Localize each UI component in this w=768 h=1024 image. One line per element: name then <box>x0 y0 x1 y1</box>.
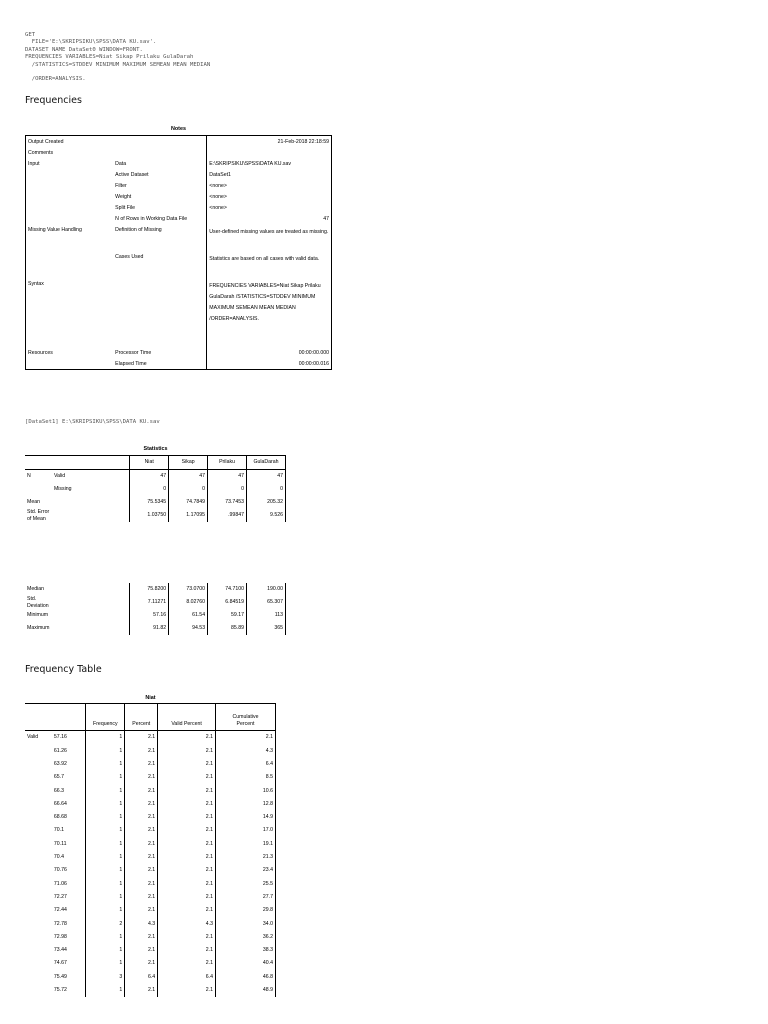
notes-cell: Resources <box>28 350 53 356</box>
freq-cell: 4.3 <box>216 744 276 757</box>
freq-cell: 66.64 <box>53 800 67 807</box>
freq-cell: 2.1 <box>216 731 276 745</box>
notes-cell <box>26 202 114 213</box>
freq-cell: 2.1 <box>125 930 158 943</box>
freq-cell: 72.98 <box>53 933 67 940</box>
notes-row <box>26 278 332 347</box>
notes-cell: 21-Feb-2018 22:18:59 <box>207 136 332 148</box>
notes-row <box>26 180 332 191</box>
notes-cell: Definition of Missing <box>115 227 162 233</box>
freq-cell: 14.9 <box>216 811 276 824</box>
freq-cell: 2.1 <box>125 984 158 997</box>
freq-cell: 2.1 <box>125 957 158 970</box>
stats-cell: 47 <box>130 470 169 484</box>
freq-group-label <box>25 784 52 797</box>
stats-cell: Std. Error of Mean <box>27 509 50 522</box>
stats-cell: 47 <box>246 470 285 484</box>
notes-cell: <none> <box>207 202 332 213</box>
stats-row <box>25 496 286 509</box>
freq-cell: 29.8 <box>216 904 276 917</box>
syntax-line: /STATISTICS=STDDEV MINIMUM MAXIMUM SEMEAN MEAN MEDIAN <box>25 61 211 68</box>
stats-cell: 73.0700 <box>169 583 208 596</box>
freq-cell: 6.4 <box>216 758 276 771</box>
stats-cell: Std. Deviation <box>27 596 49 609</box>
freq-row <box>25 917 276 930</box>
stats-cell: 9.526 <box>246 509 285 522</box>
freq-group-label <box>25 837 52 850</box>
stats-row <box>25 509 286 522</box>
freq-cell: 2.1 <box>158 758 216 771</box>
freq-row <box>25 957 276 970</box>
notes-cell: 00:00:00.000 <box>207 347 332 358</box>
freq-group-label <box>25 944 52 957</box>
freq-cell: 66.3 <box>53 787 65 794</box>
stats-cell: 8.02760 <box>169 596 208 609</box>
freq-cell: 17.0 <box>216 824 276 837</box>
freq-cell: 48.9 <box>216 984 276 997</box>
stats-cell: 59.17 <box>208 609 247 622</box>
freq-row <box>25 970 276 983</box>
notes-cell: FREQUENCIES VARIABLES=Niat Sikap Prilaku GulaDarah /STATISTICS=STDDEV MINIMUM MAXIMUM SEMEAN MEAN MEDIAN /ORDER=ANALYSIS. <box>207 278 332 347</box>
notes-cell: Weight <box>115 194 132 200</box>
freq-cell: 2.1 <box>158 744 216 757</box>
freq-group-label <box>25 970 52 983</box>
stats-cell: 65.307 <box>247 596 286 609</box>
stats-cell: Mean <box>27 499 40 506</box>
freq-cell: 34.0 <box>216 917 276 930</box>
statistics-table <box>25 455 286 522</box>
stats-row <box>25 609 286 622</box>
stats-cell: 0 <box>208 483 247 496</box>
stats-row <box>25 622 286 635</box>
stats-cell: .99847 <box>208 509 247 522</box>
notes-cell: Cases Used <box>115 254 144 260</box>
niat-frequency-table <box>25 703 276 997</box>
notes-cell: Syntax <box>28 281 44 287</box>
freq-cell: 61.26 <box>53 747 67 754</box>
freq-cell: 1 <box>86 944 125 957</box>
stats-cell: 47 <box>169 470 208 484</box>
freq-cell: 1 <box>86 758 125 771</box>
freq-row <box>25 811 276 824</box>
freq-cell: 2.1 <box>125 851 158 864</box>
notes-cell <box>26 169 114 180</box>
freq-col-header: Cumulative Percent <box>216 704 276 731</box>
freq-cell: 2.1 <box>158 837 216 850</box>
freq-cell: 68.68 <box>53 814 67 821</box>
notes-row <box>26 147 332 158</box>
freq-cell: 6.4 <box>158 970 216 983</box>
freq-cell: 72.44 <box>53 907 67 914</box>
freq-cell: 2.1 <box>158 957 216 970</box>
notes-cell: 47 <box>207 213 332 224</box>
stats-cell: 205.32 <box>246 496 285 509</box>
freq-cell: 1 <box>86 851 125 864</box>
notes-cell: <none> <box>207 180 332 191</box>
freq-cell: 1 <box>86 731 125 745</box>
stats-cell <box>52 583 130 596</box>
freq-cell: 65.7 <box>53 774 65 781</box>
freq-cell: 36.2 <box>216 930 276 943</box>
freq-cell: 2.1 <box>125 824 158 837</box>
freq-group-label <box>25 824 52 837</box>
stats-cell: 47 <box>208 470 247 484</box>
freq-group-label <box>25 811 52 824</box>
freq-group-label <box>25 758 52 771</box>
stats-cell: 7.11271 <box>130 596 169 609</box>
freq-cell: 1 <box>86 984 125 997</box>
notes-row <box>26 191 332 202</box>
stats-cell: Median <box>27 586 45 593</box>
notes-cell: N of Rows in Working Data File <box>115 216 188 222</box>
freq-group-label <box>25 851 52 864</box>
stats-cell: Maximum <box>27 625 50 632</box>
notes-title: Notes <box>171 126 186 132</box>
freq-group-label <box>25 744 52 757</box>
freq-cell: 21.3 <box>216 851 276 864</box>
freq-cell: 2 <box>86 917 125 930</box>
stats-cell: 85.89 <box>208 622 247 635</box>
freq-row <box>25 837 276 850</box>
freq-cell: 2.1 <box>125 784 158 797</box>
freq-cell: 74.67 <box>53 960 67 967</box>
stats-cell <box>25 483 52 496</box>
freq-cell: 23.4 <box>216 864 276 877</box>
stats-cell <box>52 622 130 635</box>
freq-col-header: Percent <box>125 704 158 731</box>
notes-row <box>26 347 332 358</box>
stats-row <box>25 483 286 496</box>
stats-cell: 91.82 <box>130 622 169 635</box>
stats-cell: 74.7100 <box>208 583 247 596</box>
freq-cell: 2.1 <box>125 864 158 877</box>
freq-group-label <box>25 984 52 997</box>
stats-col-header: Niat <box>130 456 169 470</box>
freq-cell: 2.1 <box>158 904 216 917</box>
freq-cell: 70.11 <box>53 840 67 847</box>
stats-cell: 61.54 <box>169 609 208 622</box>
freq-cell: 2.1 <box>125 837 158 850</box>
notes-cell <box>113 136 207 148</box>
freq-cell: 2.1 <box>158 811 216 824</box>
notes-row <box>26 202 332 213</box>
freq-cell: 38.3 <box>216 944 276 957</box>
freq-cell: 1 <box>86 771 125 784</box>
stats-col-header: Sikap <box>169 456 208 470</box>
syntax-line: FREQUENCIES VARIABLES=Niat Sikap Prilaku GulaDarah <box>25 54 194 61</box>
freq-cell: 2.1 <box>158 784 216 797</box>
freq-row <box>25 758 276 771</box>
freq-cell: 2.1 <box>125 731 158 745</box>
notes-row <box>26 136 332 148</box>
freq-cell: 1 <box>86 744 125 757</box>
freq-group-label <box>25 771 52 784</box>
notes-cell: Comments <box>28 150 54 156</box>
notes-cell <box>26 191 114 202</box>
freq-cell: 1 <box>86 930 125 943</box>
notes-cell: User-defined missing values are treated as missing. <box>207 224 332 251</box>
freq-cell: 25.5 <box>216 877 276 890</box>
notes-cell: DataSet1 <box>207 169 332 180</box>
freq-col-header: Valid Percent <box>158 704 216 731</box>
dataset-path: [DataSet1] E:\SKRIPSIKU\SPSS\DATA KU.sav <box>25 419 160 425</box>
syntax-log <box>25 32 210 83</box>
stats-cell: 190.00 <box>247 583 286 596</box>
stats-cell: Minimum <box>27 612 49 619</box>
freq-cell: 46.8 <box>216 970 276 983</box>
stats-cell: 57.16 <box>130 609 169 622</box>
freq-row <box>25 731 276 745</box>
freq-cell: 3 <box>86 970 125 983</box>
freq-cell: 1 <box>86 877 125 890</box>
freq-group-label <box>25 877 52 890</box>
stats-cell: 365 <box>247 622 286 635</box>
stats-row <box>25 583 286 596</box>
freq-cell: 1 <box>86 864 125 877</box>
freq-cell: 2.1 <box>125 904 158 917</box>
stats-cell: 74.7849 <box>169 496 208 509</box>
notes-cell: Missing Value Handling <box>28 227 82 233</box>
freq-row <box>25 877 276 890</box>
freq-row <box>25 771 276 784</box>
notes-cell: Statistics are based on all cases with valid data. <box>207 251 332 278</box>
freq-cell: 1 <box>86 824 125 837</box>
stats-cell <box>52 496 130 509</box>
stats-row <box>25 470 286 484</box>
notes-cell <box>113 147 207 158</box>
freq-row <box>25 864 276 877</box>
freq-cell: 75.49 <box>53 973 67 980</box>
freq-row <box>25 824 276 837</box>
freq-cell: 2.1 <box>158 851 216 864</box>
stats-cell: 73.7453 <box>208 496 247 509</box>
freq-cell: 63.92 <box>53 760 67 767</box>
stats-cell: 6.84519 <box>208 596 247 609</box>
syntax-line: /ORDER=ANALYSIS. <box>25 76 86 83</box>
freq-cell: 2.1 <box>158 944 216 957</box>
stats-cell: Missing <box>53 486 72 493</box>
stats-col-header: Prilaku <box>208 456 247 470</box>
notes-cell <box>26 251 114 278</box>
stats-cell: N <box>27 473 31 480</box>
stats-cell <box>52 596 130 609</box>
notes-cell: Filter <box>115 183 127 189</box>
notes-cell: Output Created <box>28 139 64 145</box>
freq-cell: 1 <box>86 957 125 970</box>
freq-cell: 19.1 <box>216 837 276 850</box>
syntax-line: DATASET NAME DataSet0 WINDOW=FRONT. <box>25 46 143 53</box>
freq-cell: 2.1 <box>158 930 216 943</box>
syntax-line: GET <box>25 32 36 38</box>
freq-cell: 2.1 <box>125 944 158 957</box>
stats-cell: 1.03750 <box>130 509 169 522</box>
freq-group-label: Valid <box>27 734 39 741</box>
notes-row <box>26 224 332 251</box>
freq-row <box>25 930 276 943</box>
notes-cell: <none> <box>207 191 332 202</box>
statistics-table-continued <box>25 583 286 635</box>
freq-cell: 71.06 <box>53 880 67 887</box>
notes-cell: Elapsed Time <box>115 361 147 367</box>
freq-cell: 2.1 <box>125 797 158 810</box>
notes-cell <box>113 278 207 347</box>
stats-cell: Valid <box>53 473 66 480</box>
freq-cell: 2.1 <box>158 797 216 810</box>
stats-cell: 0 <box>169 483 208 496</box>
freq-cell: 75.72 <box>53 987 67 994</box>
freq-cell: 2.1 <box>158 984 216 997</box>
freq-cell: 1 <box>86 891 125 904</box>
freq-row <box>25 984 276 997</box>
stats-cell: 0 <box>246 483 285 496</box>
freq-cell: 4.3 <box>158 917 216 930</box>
freq-cell: 72.27 <box>53 893 67 900</box>
frequency-table-heading: Frequency Table <box>25 664 102 675</box>
freq-row <box>25 744 276 757</box>
frequencies-heading: Frequencies <box>25 95 82 106</box>
notes-row <box>26 158 332 169</box>
stats-cell: 75.8200 <box>130 583 169 596</box>
freq-cell: 6.4 <box>125 970 158 983</box>
notes-table <box>25 135 332 370</box>
notes-cell <box>26 358 114 370</box>
stats-col-header: GulaDarah <box>246 456 285 470</box>
freq-cell: 57.16 <box>53 734 67 741</box>
freq-cell: 1 <box>86 797 125 810</box>
statistics-title: Statistics <box>143 446 168 452</box>
freq-cell: 4.3 <box>125 917 158 930</box>
notes-row <box>26 358 332 370</box>
freq-cell: 2.1 <box>125 877 158 890</box>
freq-cell: 2.1 <box>125 758 158 771</box>
freq-group-label <box>25 917 52 930</box>
freq-cell: 1 <box>86 784 125 797</box>
notes-cell: Active Dataset <box>115 172 149 178</box>
freq-cell: 70.1 <box>53 827 65 834</box>
freq-cell: 2.1 <box>158 864 216 877</box>
freq-cell: 70.4 <box>53 854 65 861</box>
notes-cell <box>26 180 114 191</box>
freq-row <box>25 797 276 810</box>
notes-cell: Input <box>28 161 40 167</box>
stats-cell: 75.5345 <box>130 496 169 509</box>
freq-row <box>25 944 276 957</box>
notes-cell: Data <box>115 161 127 167</box>
notes-row <box>26 251 332 278</box>
freq-group-label <box>25 891 52 904</box>
notes-cell: Processor Time <box>115 350 152 356</box>
freq-cell: 2.1 <box>125 771 158 784</box>
freq-group-label <box>25 957 52 970</box>
freq-group-label <box>25 904 52 917</box>
freq-cell: 2.1 <box>158 731 216 745</box>
freq-row <box>25 851 276 864</box>
freq-group-label <box>25 930 52 943</box>
notes-cell <box>207 147 332 158</box>
freq-row <box>25 784 276 797</box>
freq-cell: 1 <box>86 811 125 824</box>
stats-row <box>25 596 286 609</box>
notes-row <box>26 213 332 224</box>
notes-cell <box>26 213 114 224</box>
freq-cell: 2.1 <box>158 891 216 904</box>
notes-cell: E:\SKRIPSIKU\SPSS\DATA KU.sav <box>207 158 332 169</box>
niat-table-title: Niat <box>145 695 156 701</box>
freq-cell: 1 <box>86 837 125 850</box>
freq-group-label <box>25 797 52 810</box>
freq-cell: 12.8 <box>216 797 276 810</box>
freq-cell: 2.1 <box>125 744 158 757</box>
freq-cell: 1 <box>86 904 125 917</box>
freq-cell: 70.76 <box>53 867 67 874</box>
freq-cell: 27.7 <box>216 891 276 904</box>
stats-cell <box>52 609 130 622</box>
stats-cell: 1.17095 <box>169 509 208 522</box>
freq-cell: 2.1 <box>125 891 158 904</box>
freq-cell: 2.1 <box>158 877 216 890</box>
freq-cell: 8.5 <box>216 771 276 784</box>
notes-cell: Split File <box>115 205 136 211</box>
stats-cell: 0 <box>130 483 169 496</box>
stats-cell: 94.53 <box>169 622 208 635</box>
freq-group-label <box>25 864 52 877</box>
notes-cell: 00:00:00.016 <box>207 358 332 370</box>
freq-cell: 2.1 <box>158 771 216 784</box>
freq-cell: 2.1 <box>158 824 216 837</box>
freq-cell: 40.4 <box>216 957 276 970</box>
freq-col-header: Frequency <box>86 704 125 731</box>
freq-cell: 2.1 <box>125 811 158 824</box>
syntax-line: FILE='E:\SKRIPSIKU\SPSS\DATA KU.sav'. <box>25 39 157 46</box>
freq-row <box>25 891 276 904</box>
freq-cell: 72.78 <box>53 920 67 927</box>
notes-row <box>26 169 332 180</box>
freq-cell: 10.6 <box>216 784 276 797</box>
stats-cell <box>52 509 130 522</box>
freq-row <box>25 904 276 917</box>
stats-cell: 113 <box>247 609 286 622</box>
freq-cell: 73.44 <box>53 947 67 954</box>
